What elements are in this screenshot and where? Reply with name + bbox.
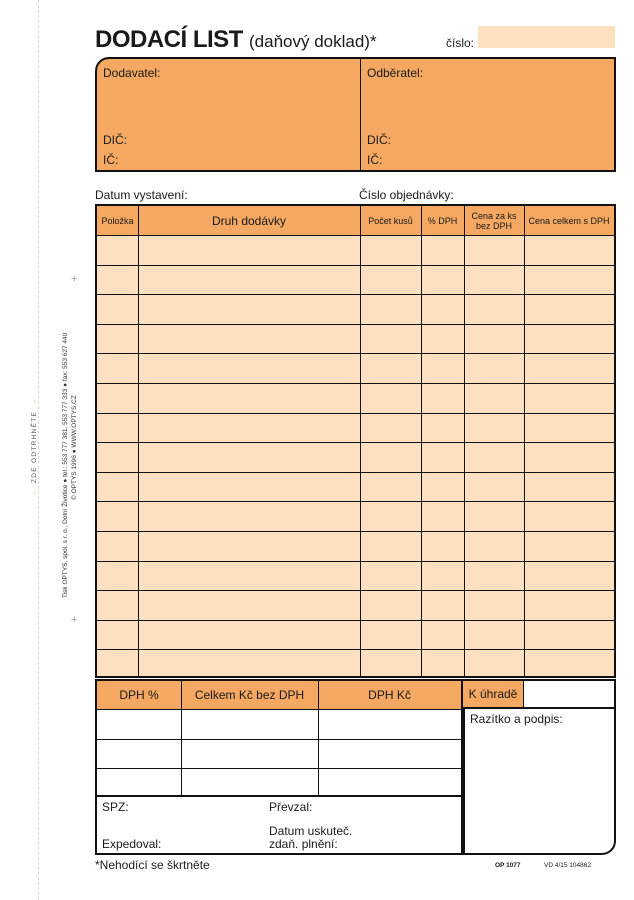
received-by-label: Převzal: (269, 800, 313, 814)
col-header-unit-price: Cena za ks bez DPH (471, 210, 517, 231)
punch-mark: + (71, 614, 78, 626)
column-divider (360, 206, 361, 676)
table-row-divider (97, 383, 614, 384)
column-divider (421, 206, 422, 676)
table-row-divider (97, 531, 614, 532)
col-header-total-without-vat: Celkem Kč bez DPH (194, 688, 305, 702)
parties-box (95, 57, 616, 172)
table-row-divider (97, 620, 614, 621)
table-row-divider (97, 265, 614, 266)
table-row-divider (97, 649, 614, 650)
issue-date-label: Datum vystavení: (95, 188, 188, 202)
amount-due-label: K úhradě (463, 681, 524, 707)
col-header-quantity: Počet kusů (368, 215, 413, 226)
stamp-signature-label: Razítko a podpis: (470, 712, 563, 726)
table-row-divider (97, 353, 614, 354)
footnote: *Nehodící se škrtněte (95, 858, 210, 872)
tax-date-label-line1: Datum uskuteč. (269, 824, 353, 838)
printer-info-line1: Tisk OPTYS, spol. s r. o., Dolní Životice ● tel.: 553 777 381, 553 777 333 ● fax: 553 627 440 (62, 332, 69, 598)
customer-ic-label: IČ: (367, 153, 383, 167)
col-header-total-price: Cena celkem s DPH (528, 215, 610, 226)
col-header-description: Druh dodávky (211, 213, 287, 228)
number-label: číslo: (446, 36, 475, 50)
stamp-signature-box (463, 707, 616, 855)
customer-label: Odběratel: (367, 66, 424, 80)
table-row-divider (97, 324, 614, 325)
column-divider (318, 681, 319, 795)
column-divider (181, 681, 182, 795)
order-number-label: Číslo objednávky: (359, 188, 454, 202)
col-header-item: Položka (101, 215, 134, 226)
perforation-line (38, 0, 39, 900)
row-divider (97, 768, 461, 769)
printer-info-line2: © OPTYS 1996 ● WWW.OPTYS.CZ (71, 395, 78, 500)
number-field[interactable] (478, 26, 615, 48)
col-header-vat-percent: DPH % (119, 688, 159, 702)
row-divider (97, 739, 461, 740)
customer-dic-label: DIČ: (367, 133, 391, 147)
table-row-divider (97, 561, 614, 562)
tax-date-label-line2: zdaň. plnění: (269, 837, 338, 851)
supplier-dic-label: DIČ: (103, 133, 127, 147)
vat-summary-table (95, 679, 463, 797)
table-row-divider (97, 472, 614, 473)
spz-label: SPZ: (102, 800, 129, 814)
supplier-ic-label: IČ: (103, 153, 119, 167)
table-row-divider (97, 501, 614, 502)
col-header-vat-amount: DPH Kč (368, 688, 411, 702)
column-divider (138, 206, 139, 676)
tear-here-label: → ZDE ODTRHNĚTE → (31, 396, 38, 497)
dispatched-by-label: Expedoval: (102, 837, 162, 851)
column-divider (524, 206, 525, 676)
table-row-divider (97, 590, 614, 591)
document-title: DODACÍ LIST (daňový doklad)* (95, 26, 377, 53)
table-row-divider (97, 442, 614, 443)
tear-arrow-icon: → (31, 489, 38, 497)
supplier-label: Dodavatel: (103, 66, 161, 80)
col-header-vat-rate: % DPH (427, 215, 458, 226)
table-row-divider (97, 294, 614, 295)
parties-divider (360, 59, 361, 170)
product-code: OP 1077 (495, 862, 521, 869)
transport-box (95, 796, 463, 855)
table-row-divider (97, 413, 614, 414)
version-code: VD 4/15 104862 (544, 862, 591, 869)
column-divider (464, 206, 465, 676)
amount-due-box (463, 679, 616, 709)
tear-arrow-icon: → (31, 396, 38, 405)
punch-mark: + (71, 273, 78, 285)
items-table (95, 204, 616, 678)
